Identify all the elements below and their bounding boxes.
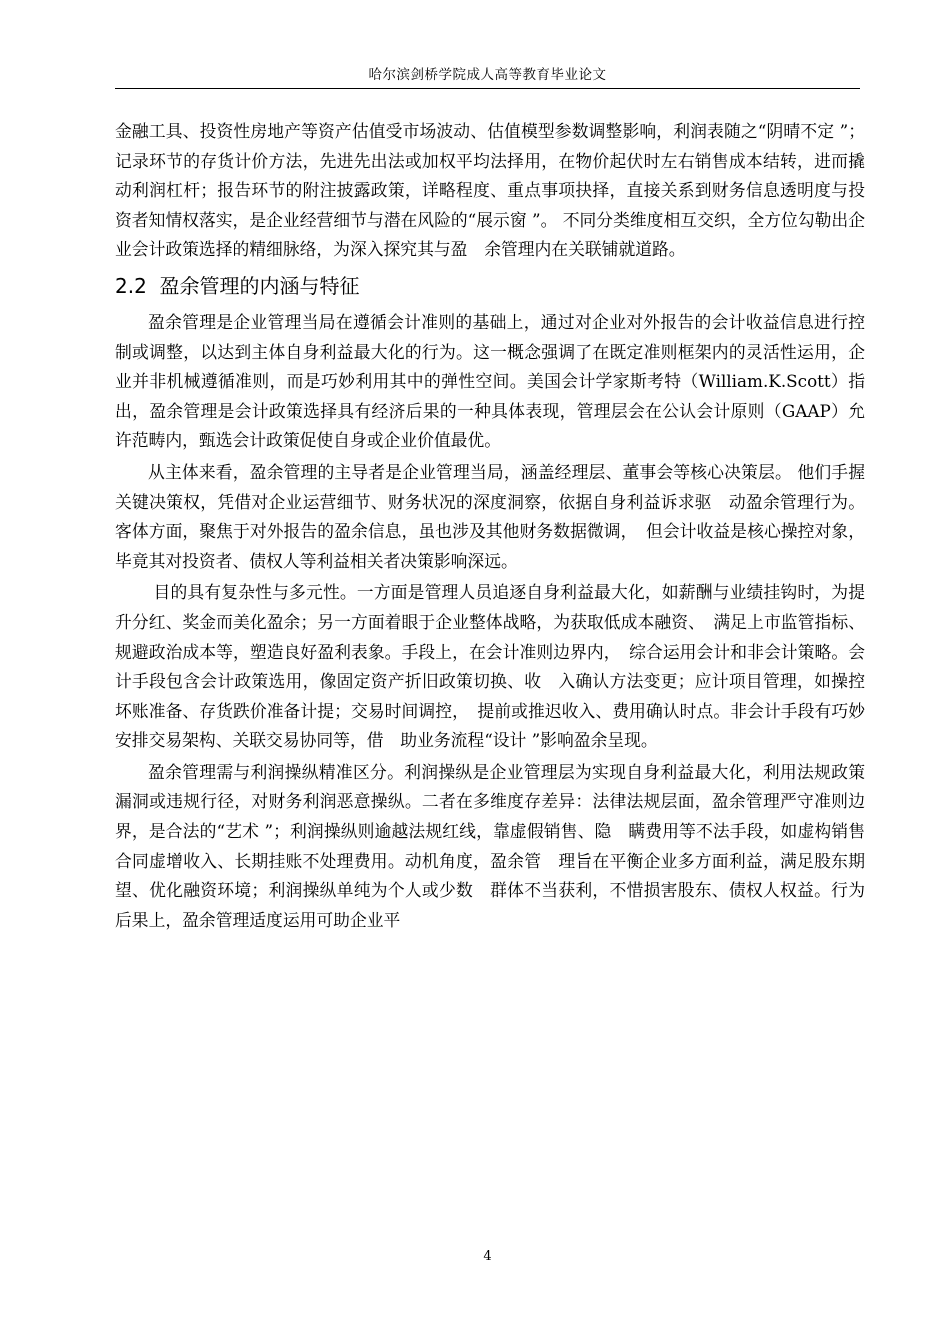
body-paragraph: 从主体来看，盈余管理的主导者是企业管理当局，涵盖经理层、董事会等核心决策层。 他们手握关键决策权，凭借对企业运营细节、财务状况的深度洞察，依据自身利益诉求驱 动盈余管理行为。客体方面，聚焦于对外报告的盈余信息，虽也涉及其他财务数据微调， 但会计收益是核心操控对象，毕竟其对投资者、债权人等利益相关者决策影响深远。 xyxy=(115,461,865,571)
body-paragraph: 盈余管理需与利润操纵精准区分。利润操纵是企业管理层为实现自身利益最大化，利用法规政策漏洞或违规行径，对财务利润恶意操纵。二者在多维度存差异：法律法规层面，盈余管理严守准则边界，是合法的“艺术 ”；利润操纵则逾越法规红线，靠虚假销售、隐 瞒费用等不法手段，如虚构销售合同虚增收入、长期挂账不处理费用。动机角度，盈余管 理旨在平衡企业多方面利益，满足股东期望、优化融资环境；利润操纵单纯为个人或少数 群体不当获利，不惜损害股东、债权人权益。行为后果上，盈余管理适度运用可助企业平 xyxy=(115,761,865,930)
body-paragraph: 盈余管理是企业管理当局在遵循会计准则的基础上，通过对企业对外报告的会计收益信息进行控制或调整，以达到主体自身利益最大化的行为。这一概念强调了在既定准则框架内的灵活性运用，企业并非机械遵循准则，而是巧妙利用其中的弹性空间。美国会计学家斯考特（William.K.Scott）指出，盈余管理是会计政策选择具有经济后果的一种具体表现，管理层会在公认会计原则（GAAP）允许范畴内，甄选会计政策促使自身或企业价值最优。 xyxy=(115,311,866,451)
body-paragraph: 目的具有复杂性与多元性。一方面是管理人员追逐自身利益最大化，如薪酬与业绩挂钩时，为提升分红、奖金而美化盈余；另一方面着眼于企业整体战略，为获取低成本融资、 满足上市监管指标、规避政治成本等，塑造良好盈利表象。手段上，在会计准则边界内， 综合运用会计和非会计策略。会计手段包含会计政策选用，像固定资产折旧政策切换、收 入确认方法变更；应计项目管理，如操控坏账准备、存货跌价准备计提；交易时间调控， 提前或推迟收入、费用确认时点。非会计手段有巧妙安排交易架构、关联交易协同等，借 助业务流程“设计 ”影响盈余呈现。 xyxy=(115,582,865,751)
page-number: 4 xyxy=(483,1249,492,1264)
header-rule xyxy=(115,88,860,89)
section-heading: 2.2 盈余管理的内涵与特征 xyxy=(115,273,360,298)
intro-paragraph: 金融工具、投资性房地产等资产估值受市场波动、估值模型参数调整影响，利润表随之“阴晴不定 ”；记录环节的存货计价方法，先进先出法或加权平均法择用，在物价起伏时左右销售成本结转，进而撬动利润杠杆；报告环节的附注披露政策，详略程度、重点事项抉择，直接关系到财务信息透明度与投资者知情权落实，是企业经营细节与潜在风险的“展示窗 ”。 不同分类维度相互交织，全方位勾勒出企业会计政策选择的精细脉络，为深入探究其与盈 余管理内在关联铺就道路。 xyxy=(115,121,865,260)
document-body xyxy=(115,117,865,935)
running-header: 哈尔滨剑桥学院成人高等教育毕业论文 xyxy=(368,67,607,83)
